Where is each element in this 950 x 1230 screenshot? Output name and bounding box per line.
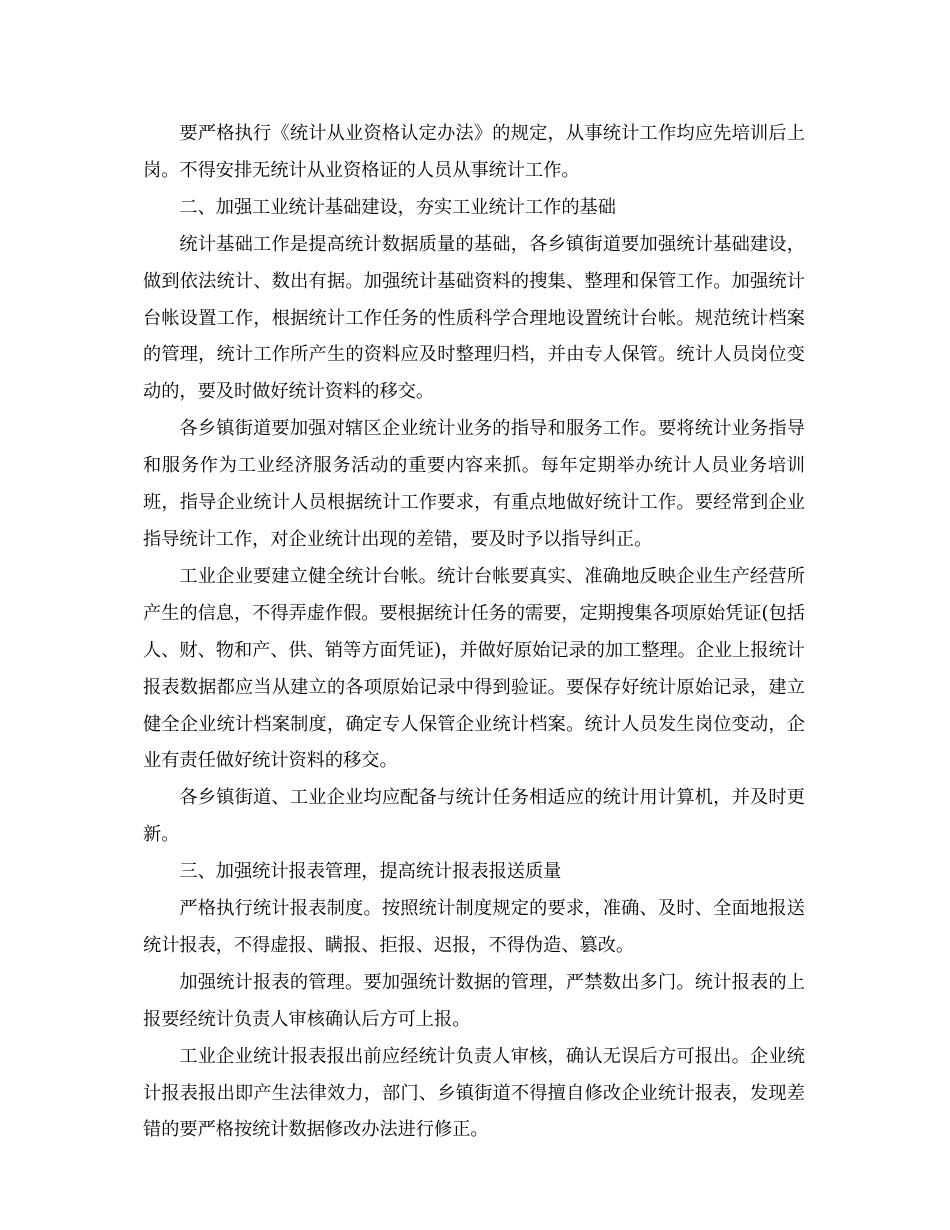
paragraph-ledger: 工业企业要建立健全统计台帐。统计台帐要真实、准确地反映企业生产经营所产生的信息，不得弄虚作假。要根据统计任务的需要，定期搜集各项原始凭证(包括人、财、物和产、供、销等方面凭证)，并做好原始记录的加工整理。企业上报统计报表数据都应当从建立的各项原始记录中得到验证。要保存好统计原始记录，建立健全企业统计档案制度，确定专人保管企业统计档案。统计人员发生岗位变动，企业有责任做好统计资料的移交。 [143,565,805,772]
paragraph-computers: 各乡镇街道、工业企业均应配备与统计任务相适应的统计用计算机，并及时更新。 [143,787,805,846]
paragraph-qualification: 要严格执行《统计从业资格认定办法》的规定，从事统计工作均应先培训后上岗。不得安排无统计从业资格证的人员从事统计工作。 [143,123,805,181]
document-body [143,116,805,1149]
section-heading-3: 三、加强统计报表管理，提高统计报表报送质量 [179,861,562,883]
paragraph-report-system: 严格执行统计报表制度。按照统计制度规定的要求，准确、及时、全面地报送统计报表，不得虚报、瞒报、拒报、迟报，不得伪造、篡改。 [143,898,805,956]
paragraph-basic-work: 统计基础工作是提高统计数据质量的基础，各乡镇街道要加强统计基础建设，做到依法统计、数出有据。加强统计基础资料的搜集、整理和保管工作。加强统计台帐设置工作，根据统计工作任务的性质科学合理地设置统计台帐。规范统计档案的管理，统计工作所产生的资料应及时整理归档，并由专人保管。统计人员岗位变动的，要及时做好统计资料的移交。 [143,233,805,403]
paragraph-report-management: 加强统计报表的管理。要加强统计数据的管理，严禁数出多门。统计报表的上报要经统计负责人审核确认后方可上报。 [143,971,805,1030]
paragraph-report-review: 工业企业统计报表报出前应经统计负责人审核，确认无误后方可报出。企业统计报表报出即产生法律效力，部门、乡镇街道不得擅自修改企业统计报表，发现差错的要严格按统计数据修改办法进行修正。 [143,1045,805,1141]
section-heading-2: 二、加强工业统计基础建设，夯实工业统计工作的基础 [179,196,616,218]
paragraph-guidance: 各乡镇街道要加强对辖区企业统计业务的指导和服务工作。要将统计业务指导和服务作为工业经济服务活动的重要内容来抓。每年定期举办统计人员业务培训班，指导企业统计人员根据统计工作要求，有重点地做好统计工作。要经常到企业指导统计工作，对企业统计出现的差错，要及时予以指导纠正。 [143,418,805,550]
